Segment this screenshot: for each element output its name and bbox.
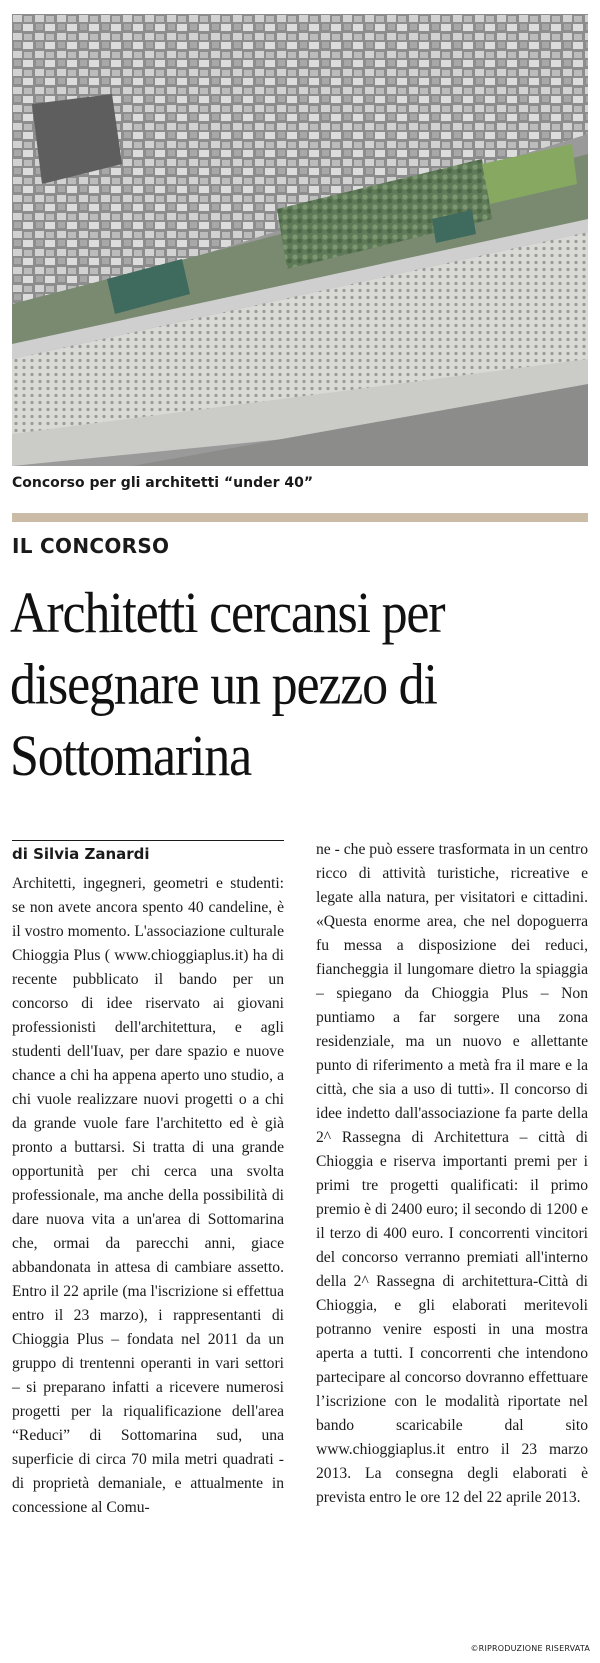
section-divider bbox=[12, 513, 588, 522]
article-byline: di Silvia Zanardi bbox=[12, 840, 284, 866]
photo-caption: Concorso per gli architetti “under 40” bbox=[12, 475, 314, 491]
section-kicker: IL CONCORSO bbox=[12, 534, 170, 558]
copyright-notice: ©RIPRODUZIONE RISERVATA bbox=[470, 1644, 590, 1653]
article-headline: Architetti cercansi per disegnare un pezzo di Sottomarina bbox=[10, 581, 445, 789]
article-column-right: ne - che può essere trasformata in un centro ricco di attività turistiche, ricreative e legate alla natura, per visitatori e cittadini. «Questa enorme area, che nel dopoguerra fu messa a disposizione dei reduci, fiancheggia il lungomare dietro la spiaggia – spiegano da Chioggia Plus – Non puntiamo a far sorgere una zona residenziale, ma un nuovo e allettante punto di riferimento a metà fra il mare e la città, che sia a uso di tutti». Il concorso di idee indetto dall'associazione fa parte della 2^ Rassegna di Architettura – città di Chioggia e riserva importanti premi per i primi tre progetti qualificati: il primo premio è di 2400 euro; il secondo di 1200 e il terzo di 400 euro. I concorrenti vincitori del concorso verranno premiati all'interno della 2^ Rassegna di architettura-Città di Chioggia, e gli elaborati meritevoli potranno venire esposti in una mostra aperta a tutti. I concorrenti che intendono partecipare al concorso dovranno effettuare l’iscrizione con le modalità riportate nel bando scaricabile dal sito www.chioggiaplus.it entro il 23 marzo 2013. La consegna degli elaborati è prevista entro le ore 12 del 22 aprile 2013. bbox=[316, 841, 588, 1506]
aerial-photo-icon bbox=[12, 14, 588, 466]
article-column-left: Architetti, ingegneri, geometri e studenti: se non avete ancora spento 40 candeline, è il vostro momento. L'associazione culturale Chioggia Plus ( www.chioggiaplus.it) ha di recente pubblicato il bando per un concorso di idee riservato ai giovani professionisti dell'architettura, e agli studenti dell'Iuav, per dare spazio e nuove chance a chi ha appena aperto uno studio, a chi vuole realizzare nuovi progetti o a chi da grande vuole fare l'architetto ed è già pronto a buttarsi. Si tratta di una grande opportunità per chi cerca una svolta professionale, ma anche della possibilità di dare nuova vita a un'area di Sottomarina che, ormai da parecchi anni, giace abbandonata in attesa di cambiare assetto. Entro il 22 aprile (ma l'iscrizione si effettua entro il 23 marzo), i rappresentanti di Chioggia Plus – fondata nel 2011 da un gruppo di trentenni operanti in vari settori – si preparano infatti a ricevere numerosi progetti per la riqualificazione dell'area “Reduci” di Sottomarina sud, una superficie di circa 70 mila metri quadrati - di proprietà demaniale, e attualmente in concessione al Comu- bbox=[12, 875, 284, 1516]
aerial-photo bbox=[12, 14, 588, 466]
